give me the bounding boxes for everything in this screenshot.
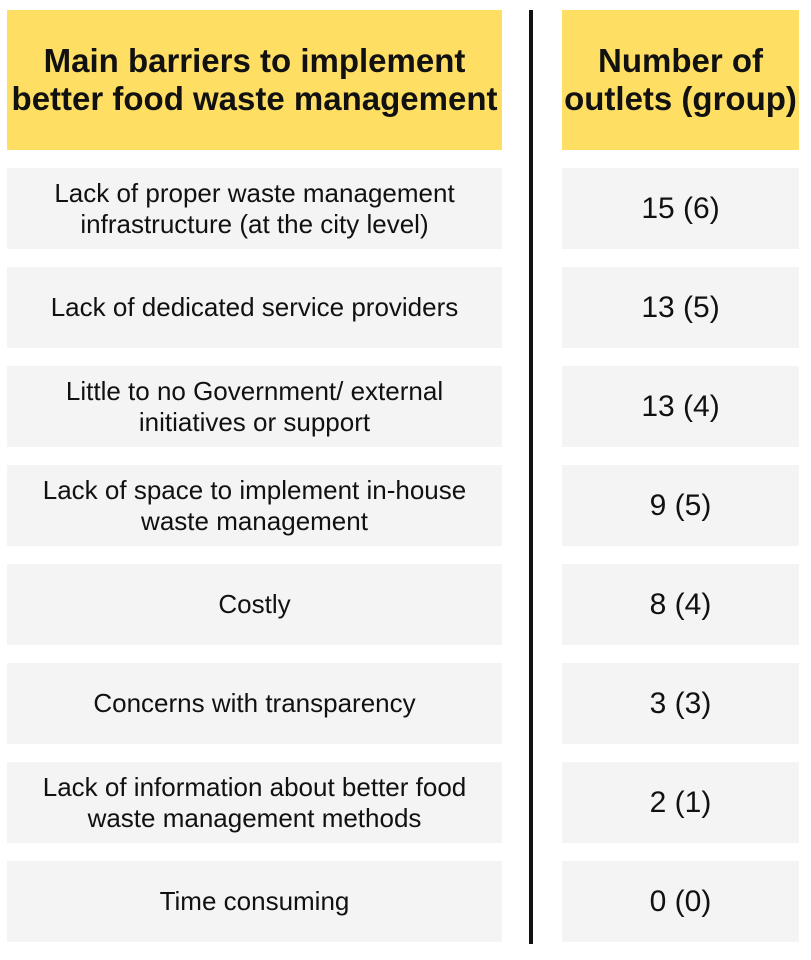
barrier-text: Lack of space to implement in-house waste management bbox=[42, 474, 467, 536]
barrier-cell bbox=[7, 861, 502, 942]
count-text: 3 (3) bbox=[649, 686, 712, 720]
count-cell bbox=[562, 168, 799, 249]
count-cell bbox=[562, 564, 799, 645]
count-text: 8 (4) bbox=[649, 587, 712, 621]
column-divider bbox=[529, 10, 533, 944]
count-text: 15 (6) bbox=[641, 191, 720, 225]
barrier-column-header bbox=[7, 10, 502, 150]
barrier-cell bbox=[7, 762, 502, 843]
barrier-cell bbox=[7, 663, 502, 744]
barrier-cell bbox=[7, 267, 502, 348]
count-cell bbox=[562, 762, 799, 843]
count-cell bbox=[562, 366, 799, 447]
barrier-text: Time consuming bbox=[159, 886, 350, 916]
count-text: 0 (0) bbox=[649, 884, 712, 918]
count-cell bbox=[562, 663, 799, 744]
count-column-header-text: Number of outlets (group) bbox=[564, 42, 797, 117]
count-column bbox=[562, 168, 799, 960]
count-text: 13 (4) bbox=[641, 389, 720, 423]
barrier-text: Lack of dedicated service providers bbox=[50, 292, 459, 322]
barrier-text: Costly bbox=[218, 589, 291, 619]
count-text: 13 (5) bbox=[641, 290, 720, 324]
barrier-text: Lack of information about better food waste management methods bbox=[42, 771, 467, 833]
count-cell bbox=[562, 861, 799, 942]
barrier-text: Concerns with transparency bbox=[93, 688, 416, 718]
count-text: 2 (1) bbox=[649, 785, 712, 819]
barrier-cell bbox=[7, 366, 502, 447]
count-cell bbox=[562, 267, 799, 348]
barrier-cell bbox=[7, 168, 502, 249]
barrier-text: Lack of proper waste management infrastructure (at the city level) bbox=[54, 177, 455, 239]
count-column-header bbox=[562, 10, 799, 150]
barrier-cell bbox=[7, 465, 502, 546]
barrier-column-header-text: Main barriers to implement better food waste management bbox=[11, 42, 498, 117]
barrier-cell bbox=[7, 564, 502, 645]
barrier-column bbox=[7, 168, 502, 960]
count-cell bbox=[562, 465, 799, 546]
barrier-text: Little to no Government/ external initiatives or support bbox=[65, 375, 444, 437]
count-text: 9 (5) bbox=[649, 488, 712, 522]
